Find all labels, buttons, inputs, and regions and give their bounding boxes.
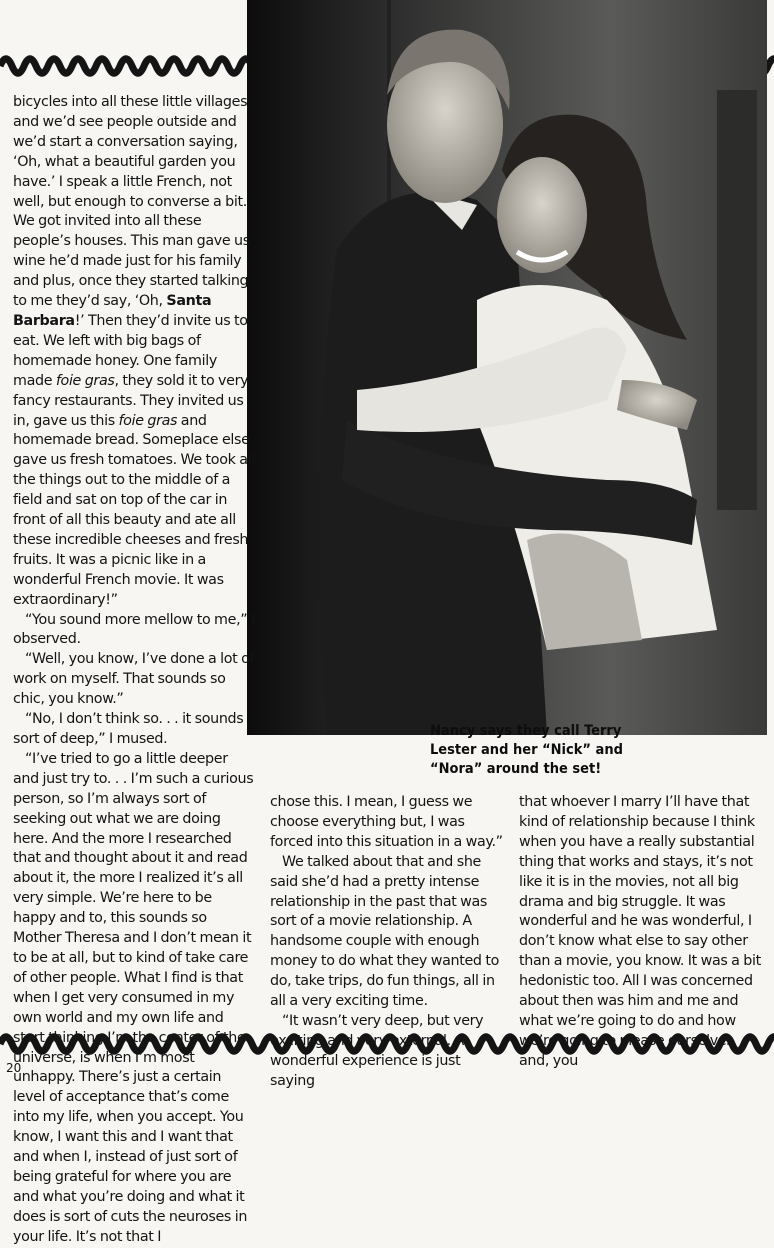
- page-number: 20: [6, 1061, 22, 1075]
- paragraph: [13, 710, 255, 750]
- couple-photo: [247, 0, 767, 735]
- paragraph: [13, 93, 255, 611]
- italic-text: foie gras: [55, 372, 115, 389]
- paragraph: [13, 750, 255, 1248]
- article-column-3: [519, 793, 763, 1072]
- paragraph: [270, 793, 506, 853]
- body-text: “It wasn’t very deep, but very exciting and very external. A wonderful experience is just saying: [270, 1012, 484, 1089]
- body-text: that whoever I marry I’ll have that kind of relationship because I think when you have a really substantial thing that works and stays, it’s not like it is in the movies, not all big drama and big struggle. It was wonderful and he was wonderful, I don’t know what else to say other than a movie, you know. It was a bit hedonistic too. All I was concerned about then was him and me and what we’re going to do and how we’re going to please ourselves and, you: [519, 794, 761, 1069]
- body-text: “Well, you know, I’ve done a lot of work on myself. That sounds so chic, you know.”: [13, 651, 255, 708]
- body-text: “You sound more mellow to me,” I observed.: [13, 611, 255, 648]
- body-text: chose this. I mean, I guess we choose everything but, I was forced into this situation in a way.”: [270, 794, 503, 850]
- bold-text: Santa Barbara: [13, 293, 212, 329]
- photo-icon: [247, 0, 767, 735]
- body-text: , they sold it to very fancy restaurants. They invited us in, gave us this: [13, 372, 249, 429]
- article-column-1: [13, 93, 255, 1248]
- body-text: “No, I don’t think so. . . it sounds sort of deep,” I mused.: [13, 711, 244, 747]
- photo-caption: Nancy says they call Terry Lester and her “Nick” and “Nora” around the set!: [430, 723, 623, 777]
- body-text: “I’ve tried to go a little deeper and just try to. . . I’m such a curious person, so I’m always sort of seeking out what we are doing here. And the more I researched that and thought about it and read about it, the more I realized it’s all very simple. We’re here to be happy and to, this sounds so Mother Theresa and I don’t mean it to be at all, but to kind of take care of other people. What I find is that when I get very consumed in my own world and my own life and start thinking I’m the center of the universe, is when I’m most unhappy. There’s just a certain level of acceptance that’s come into my life, when you accept. You know, I want this and I want that and when I, instead of just sort of being grateful for where you are and what you’re doing and what it does is sort of cuts the neuroses in your life. It’s not that I: [13, 750, 254, 1245]
- body-text: and homemade bread. Someplace else gave us fresh tomatoes. We took all the things out to the middle of a field and sat on top of the car in front of all this beauty and ate all these incredible cheeses and fresh fruits. It was a picnic like in a wonderful French movie. It was extraordinary!”: [13, 412, 255, 608]
- body-text: We talked about that and she said she’d had a pretty intense relationship in the past that was sort of a movie relationship. A handsome couple with enough money to do what they wanted to do, take trips, do fun things, all in all a very exciting time.: [270, 853, 499, 1010]
- body-text: bicycles into all these little villages and we’d see people outside and we’d start a conversation saying, ‘Oh, what a beautiful garden you have.’ I speak a little French, not well, but enough to converse a bit. We got invited into all these people’s houses. This man gave us wine he’d made just for his family and plus, once they started talking to me they’d say, ‘Oh,: [13, 94, 250, 310]
- article-column-2: [270, 793, 506, 1092]
- paragraph: [13, 650, 255, 710]
- paragraph: [13, 611, 255, 651]
- paragraph: [270, 853, 506, 1012]
- italic-text: foie gras: [118, 412, 178, 429]
- body-text: !’ Then they’d invite us to eat. We left with big bags of homemade honey. One family made: [13, 312, 248, 389]
- paragraph: [519, 793, 763, 1072]
